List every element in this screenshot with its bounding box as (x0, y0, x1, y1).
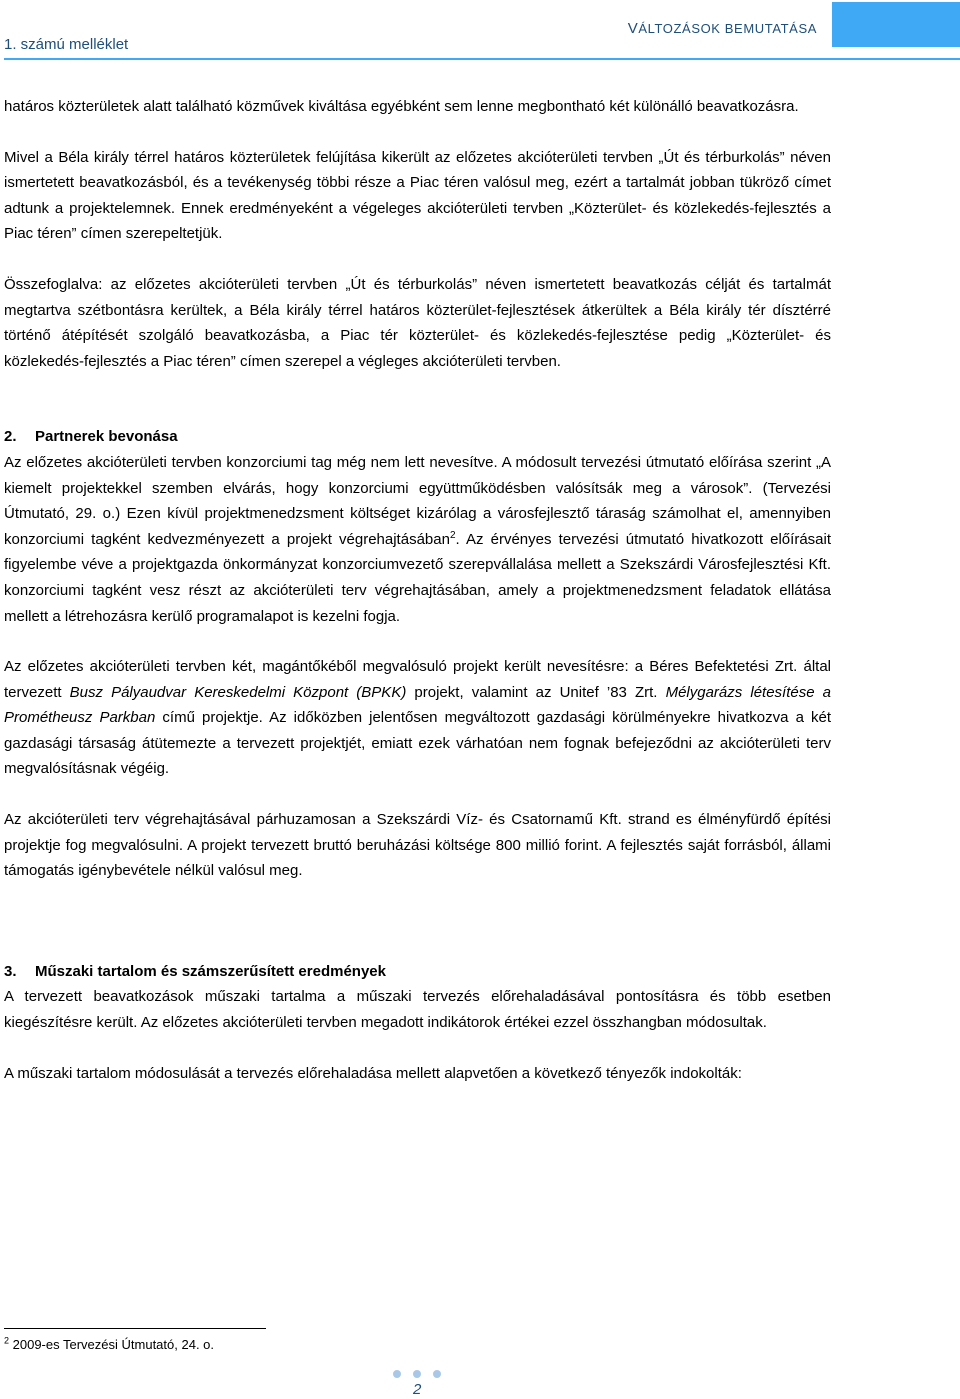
section-title-initial: V (627, 20, 639, 37)
document-body (4, 94, 831, 1086)
paragraph-title-change: Mivel a Béla király térrel határos közterületek felújítása kikerült az előzetes akcióterületi tervben „Út és térburkolás” néven ismertetett beavatkozásból, és a tevékenység többi része a Piac téren valósul meg, ezért a tartalmát jobban tükröző címet adtunk a projektelemnek. Ennek eredményeként a végeleges akcióterületi tervben „Közterület- és közlekedés-fejlesztés a Piac téren” címen szerepeltetjük. (4, 148, 831, 243)
project-name-garage: Mélygarázs létesítése a Prométheusz Parkban (4, 683, 832, 727)
private-projects-text-3: című projektje. Az időközben jelentősen megváltozott gazdasági körülményekre hivatkozva a két gazdasági társaság átütemezte a tervezett projektjét, emiatt ezek várhatóan nem fognak befejeződni az akcióterületi terv megvalósításnak végéig. (4, 709, 831, 778)
paragraph-factors-intro: A műszaki tartalom módosulását a tervezés előrehaladása mellett alapvetően a következő tényezők indokolták: (4, 1064, 742, 1082)
section-number: 2. (4, 428, 17, 446)
footnote (4, 1336, 214, 1354)
document-annex-label: 1. számú melléklet (4, 36, 129, 53)
consortium-text: Az előzetes akcióterületi tervben konzorciumi tag még nem lett nevesítve. A módosult tervezési útmutató előírása szerint „A kiemelt projektekkel szemben elvárás, hogy konzorciumi együttműködésben valósítsák meg a városok”. (Tervezési Útmutató, 29. o.) Ezen kívül projektmenedzsment költséget kizárólag a városfejlesztő táraság számolhat el, amennyiben konzorciumi tagként kedvezményezett a projekt végrehajtásában (4, 453, 831, 548)
footnote-mark: 2 (4, 1335, 10, 1346)
paragraph-technical-content: A tervezett beavatkozások műszaki tartalma a műszaki tervezés előrehaladásával pontosításra és több esetben kiegészítésre került. Az előzetes akcióterületi tervben megadott indikátorok értékei ezzel összhangban módosultak. (4, 988, 831, 1032)
consortium-text-continued: . Az érvényes tervezési útmutató hivatkozott előírásait figyelembe véve a projektgazda önkormányzat konzorciumvezető szerepvállalása mellett a Szekszárdi Városfejlesztési Kft. konzorciumi tagként vesz részt az akcióterületi terv végrehajtásában, amely a projektmenedzsment feladatok ellátása mellett a létrehozásra kerülő programalapot is kezelni fogja. (4, 530, 832, 625)
footnote-text: 2009-es Tervezési Útmutató, 24. o. (12, 1337, 215, 1352)
header-divider (4, 58, 960, 60)
section-title-rest: ÁLTOZÁSOK BEMUTATÁSA (638, 21, 817, 36)
document-section-title (628, 20, 817, 37)
private-projects-text: Az előzetes akcióterületi tervben két, magántőkéből megvalósuló projekt került nevesítésre: a Béres Befektetési Zrt. által tervezett (4, 658, 831, 701)
header-accent-box (832, 2, 960, 47)
footer-dots (393, 1370, 441, 1378)
paragraph-private-projects (4, 654, 831, 782)
section-number: 3. (4, 962, 17, 980)
footnote-separator (4, 1328, 266, 1329)
page-number: 2 (413, 1381, 422, 1398)
section-heading-partners (4, 424, 831, 450)
section-title: Műszaki tartalom és számszerűsített eredmények (35, 962, 386, 980)
footnote-reference: 2 (449, 529, 456, 541)
footer-dot (393, 1370, 401, 1378)
paragraph-consortium (4, 450, 831, 629)
section-title: Partnerek bevonása (35, 428, 178, 446)
footer-dot (433, 1370, 441, 1378)
project-name-bpkk: Busz Pályaudvar Kereskedelmi Központ (BPKK) (69, 683, 407, 701)
paragraph-continuation: határos közterületek alatt található közművek kiváltása egyébként sem lenne megbontható két különálló beavatkozásra. (4, 98, 799, 115)
private-projects-text-2: projekt, valamint az Unitef ’83 Zrt. (406, 683, 666, 701)
footer-dot (413, 1370, 421, 1378)
section-heading-technical (4, 959, 831, 985)
paragraph-summary: Összefoglalva: az előzetes akcióterületi tervben „Út és térburkolás” néven ismertetett beavatkozás célját és tartalmát megtartva szétbontásra kerültek, a Béla király térrel határos közterület-fejlesztések átkerültek a Béla király tér dísztérré történő átépítését szolgáló beavatkozásba, a Piac tér közterület- és közlekedés-fejlesztése pedig „Közterület- és közlekedés-fejlesztés a Piac téren” címen szerepel a végleges akcióterületi tervben. (4, 275, 831, 370)
paragraph-spa-project: Az akcióterületi terv végrehajtásával párhuzamosan a Szekszárdi Víz- és Csatornamű Kft. strand es élményfürdő építési projektje fog megvalósulni. A projekt tervezett bruttó beruházási költsége 800 millió forint. A fejlesztés saját forrásból, állami támogatás igénybevétele nélkül valósul meg. (4, 811, 831, 880)
